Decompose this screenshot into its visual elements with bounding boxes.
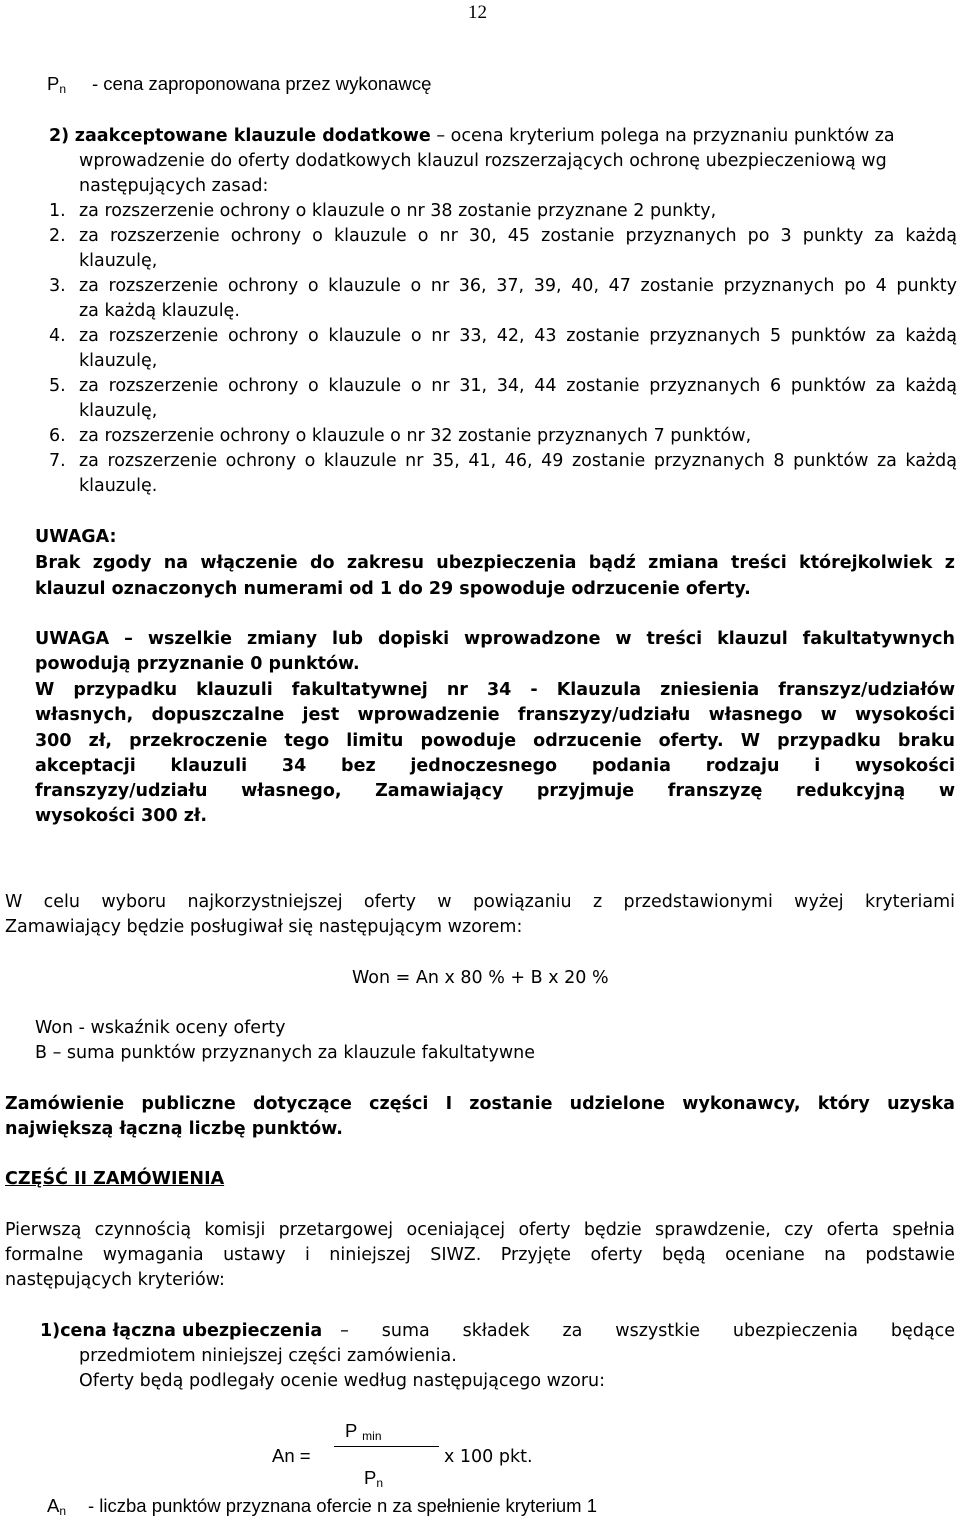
won-definition: Won - wskaźnik oceny oferty [35, 1018, 286, 1038]
an-formula-lhs: An = [272, 1445, 311, 1466]
franszyza-line: akceptacji klauzuli 34 bez jednoczesnego podania rodzaju i wysokości [35, 756, 955, 776]
list-item-number: 6. [49, 426, 66, 446]
section2-line1: 2) zaakceptowane klauzule dodatkowe – ocena kryterium polega na przyznaniu punktów za [49, 126, 895, 146]
franszyza-line: W przypadku klauzuli fakultatywnej nr 34 - Klauzula zniesienia franszyz/udziałów [35, 680, 955, 700]
an-symbol: $A_n$ [47, 1495, 67, 1518]
zamowienie-line: Zamówienie publiczne dotyczące części I zostanie udzielone wykonawcy, który uzyska [5, 1094, 955, 1114]
list-item-cont: klauzulę. [79, 476, 158, 496]
uwaga-line: Brak zgody na włączenie do zakresu ubezpieczenia bądź zmiana treści którejkolwiek z [35, 553, 955, 573]
list-item-cont: klauzulę, [79, 251, 158, 271]
an-formula-numerator: P $_{min}$ [345, 1420, 382, 1443]
pn-symbol: $P_n$ [47, 73, 67, 96]
uwaga-line: klauzul oznaczonych numerami od 1 do 29 spowoduje odrzucenie oferty. [35, 579, 751, 599]
kryterium1-line2: przedmiotem niniejszej części zamówienia. [79, 1346, 457, 1366]
uwaga2-line: powodują przyznanie 0 punktów. [35, 654, 360, 674]
zamowienie-line: największą łączną liczbę punktów. [5, 1119, 343, 1139]
list-item-number: 4. [49, 326, 66, 346]
list-item: za rozszerzenie ochrony o klauzule o nr 38 zostanie przyznane 2 punkty, [79, 201, 717, 221]
uwaga-heading: UWAGA: [35, 527, 117, 547]
b-definition: B – suma punktów przyznanych za klauzule fakultatywne [35, 1043, 536, 1063]
pierwsza-line: Pierwszą czynnością komisji przetargowej oceniającej oferty będzie sprawdzenie, czy oferta spełnia [5, 1220, 955, 1240]
fraction-line [334, 1446, 439, 1447]
list-item: za rozszerzenie ochrony o klauzule o nr 31, 34, 44 zostanie przyznanych 6 punktów za każdą [79, 376, 957, 396]
list-item: za rozszerzenie ochrony o klauzule nr 35, 41, 46, 49 zostanie przyznanych 8 punktów za każdą [79, 451, 957, 471]
franszyza-line: własnych, dopuszczalne jest wprowadzenie franszyzy/udziału własnego w wysokości [35, 705, 955, 725]
franszyza-line: wysokości 300 zł. [35, 806, 208, 826]
won-formula: Won = An x 80 % + B x 20 % [352, 968, 609, 988]
an-formula-denominator: $P_n$ [364, 1467, 384, 1490]
section2-line3: następujących zasad: [79, 176, 269, 196]
wybor-line: Zamawiający będzie posługiwał się następującym wzorem: [5, 917, 523, 937]
section2-title: zaakceptowane klauzule dodatkowe [74, 126, 431, 146]
list-item-number: 5. [49, 376, 66, 396]
list-item-cont: klauzulę, [79, 351, 158, 371]
kryterium1-line1: 1) cena łączna ubezpieczenia – suma składek za wszystkie ubezpieczenia będące [40, 1319, 955, 1344]
list-item-cont: za każdą klauzulę. [79, 301, 240, 321]
kryterium1-title: cena łączna ubezpieczenia [60, 1321, 323, 1341]
list-item-number: 1. [49, 201, 66, 221]
list-item: za rozszerzenie ochrony o klauzule o nr 36, 37, 39, 40, 47 zostanie przyznanych po 4 punkty [79, 276, 957, 296]
franszyza-line: 300 zł, przekroczenie tego limitu powoduje odrzucenie oferty. W przypadku braku [35, 731, 955, 751]
section2-line2: wprowadzenie do oferty dodatkowych klauzul rozszerzających ochronę ubezpieczeniową wg [79, 151, 887, 171]
list-item: za rozszerzenie ochrony o klauzule o nr 30, 45 zostanie przyznanych po 3 punkty za każdą [79, 226, 957, 246]
page-number: 12 [468, 2, 487, 23]
list-item-cont: klauzulę, [79, 401, 158, 421]
an-formula-rhs: x 100 pkt. [444, 1447, 533, 1467]
pierwsza-line: następujących kryteriów: [5, 1270, 225, 1290]
kryterium1-line3: Oferty będą podlegały ocenie według następującego wzoru: [79, 1371, 606, 1391]
an-definition: - liczba punktów przyznana ofercie n za spełnienie kryterium 1 [88, 1495, 597, 1516]
list-item-number: 7. [49, 451, 66, 471]
pierwsza-line: formalne wymagania ustawy i niniejszej SIWZ. Przyjęte oferty będą oceniane na podstawie [5, 1245, 955, 1265]
list-item-number: 2. [49, 226, 66, 246]
wybor-line: W celu wyboru najkorzystniejszej oferty w powiązaniu z przedstawionymi wyżej kryteriami [5, 892, 955, 912]
pn-definition: - cena zaproponowana przez wykonawcę [92, 73, 432, 94]
list-item: za rozszerzenie ochrony o klauzule o nr 33, 42, 43 zostanie przyznanych 5 punktów za każdą [79, 326, 957, 346]
section-heading: CZĘŚĆ II ZAMÓWIENIA [5, 1169, 225, 1189]
list-item: za rozszerzenie ochrony o klauzule o nr 32 zostanie przyznanych 7 punktów, [79, 426, 752, 446]
uwaga2-line: UWAGA – wszelkie zmiany lub dopiski wprowadzone w treści klauzul fakultatywnych [35, 629, 955, 649]
franszyza-line: franszyzy/udziału własnego, Zamawiający przyjmuje franszyzę redukcyjną w [35, 781, 955, 801]
list-item-number: 3. [49, 276, 66, 296]
